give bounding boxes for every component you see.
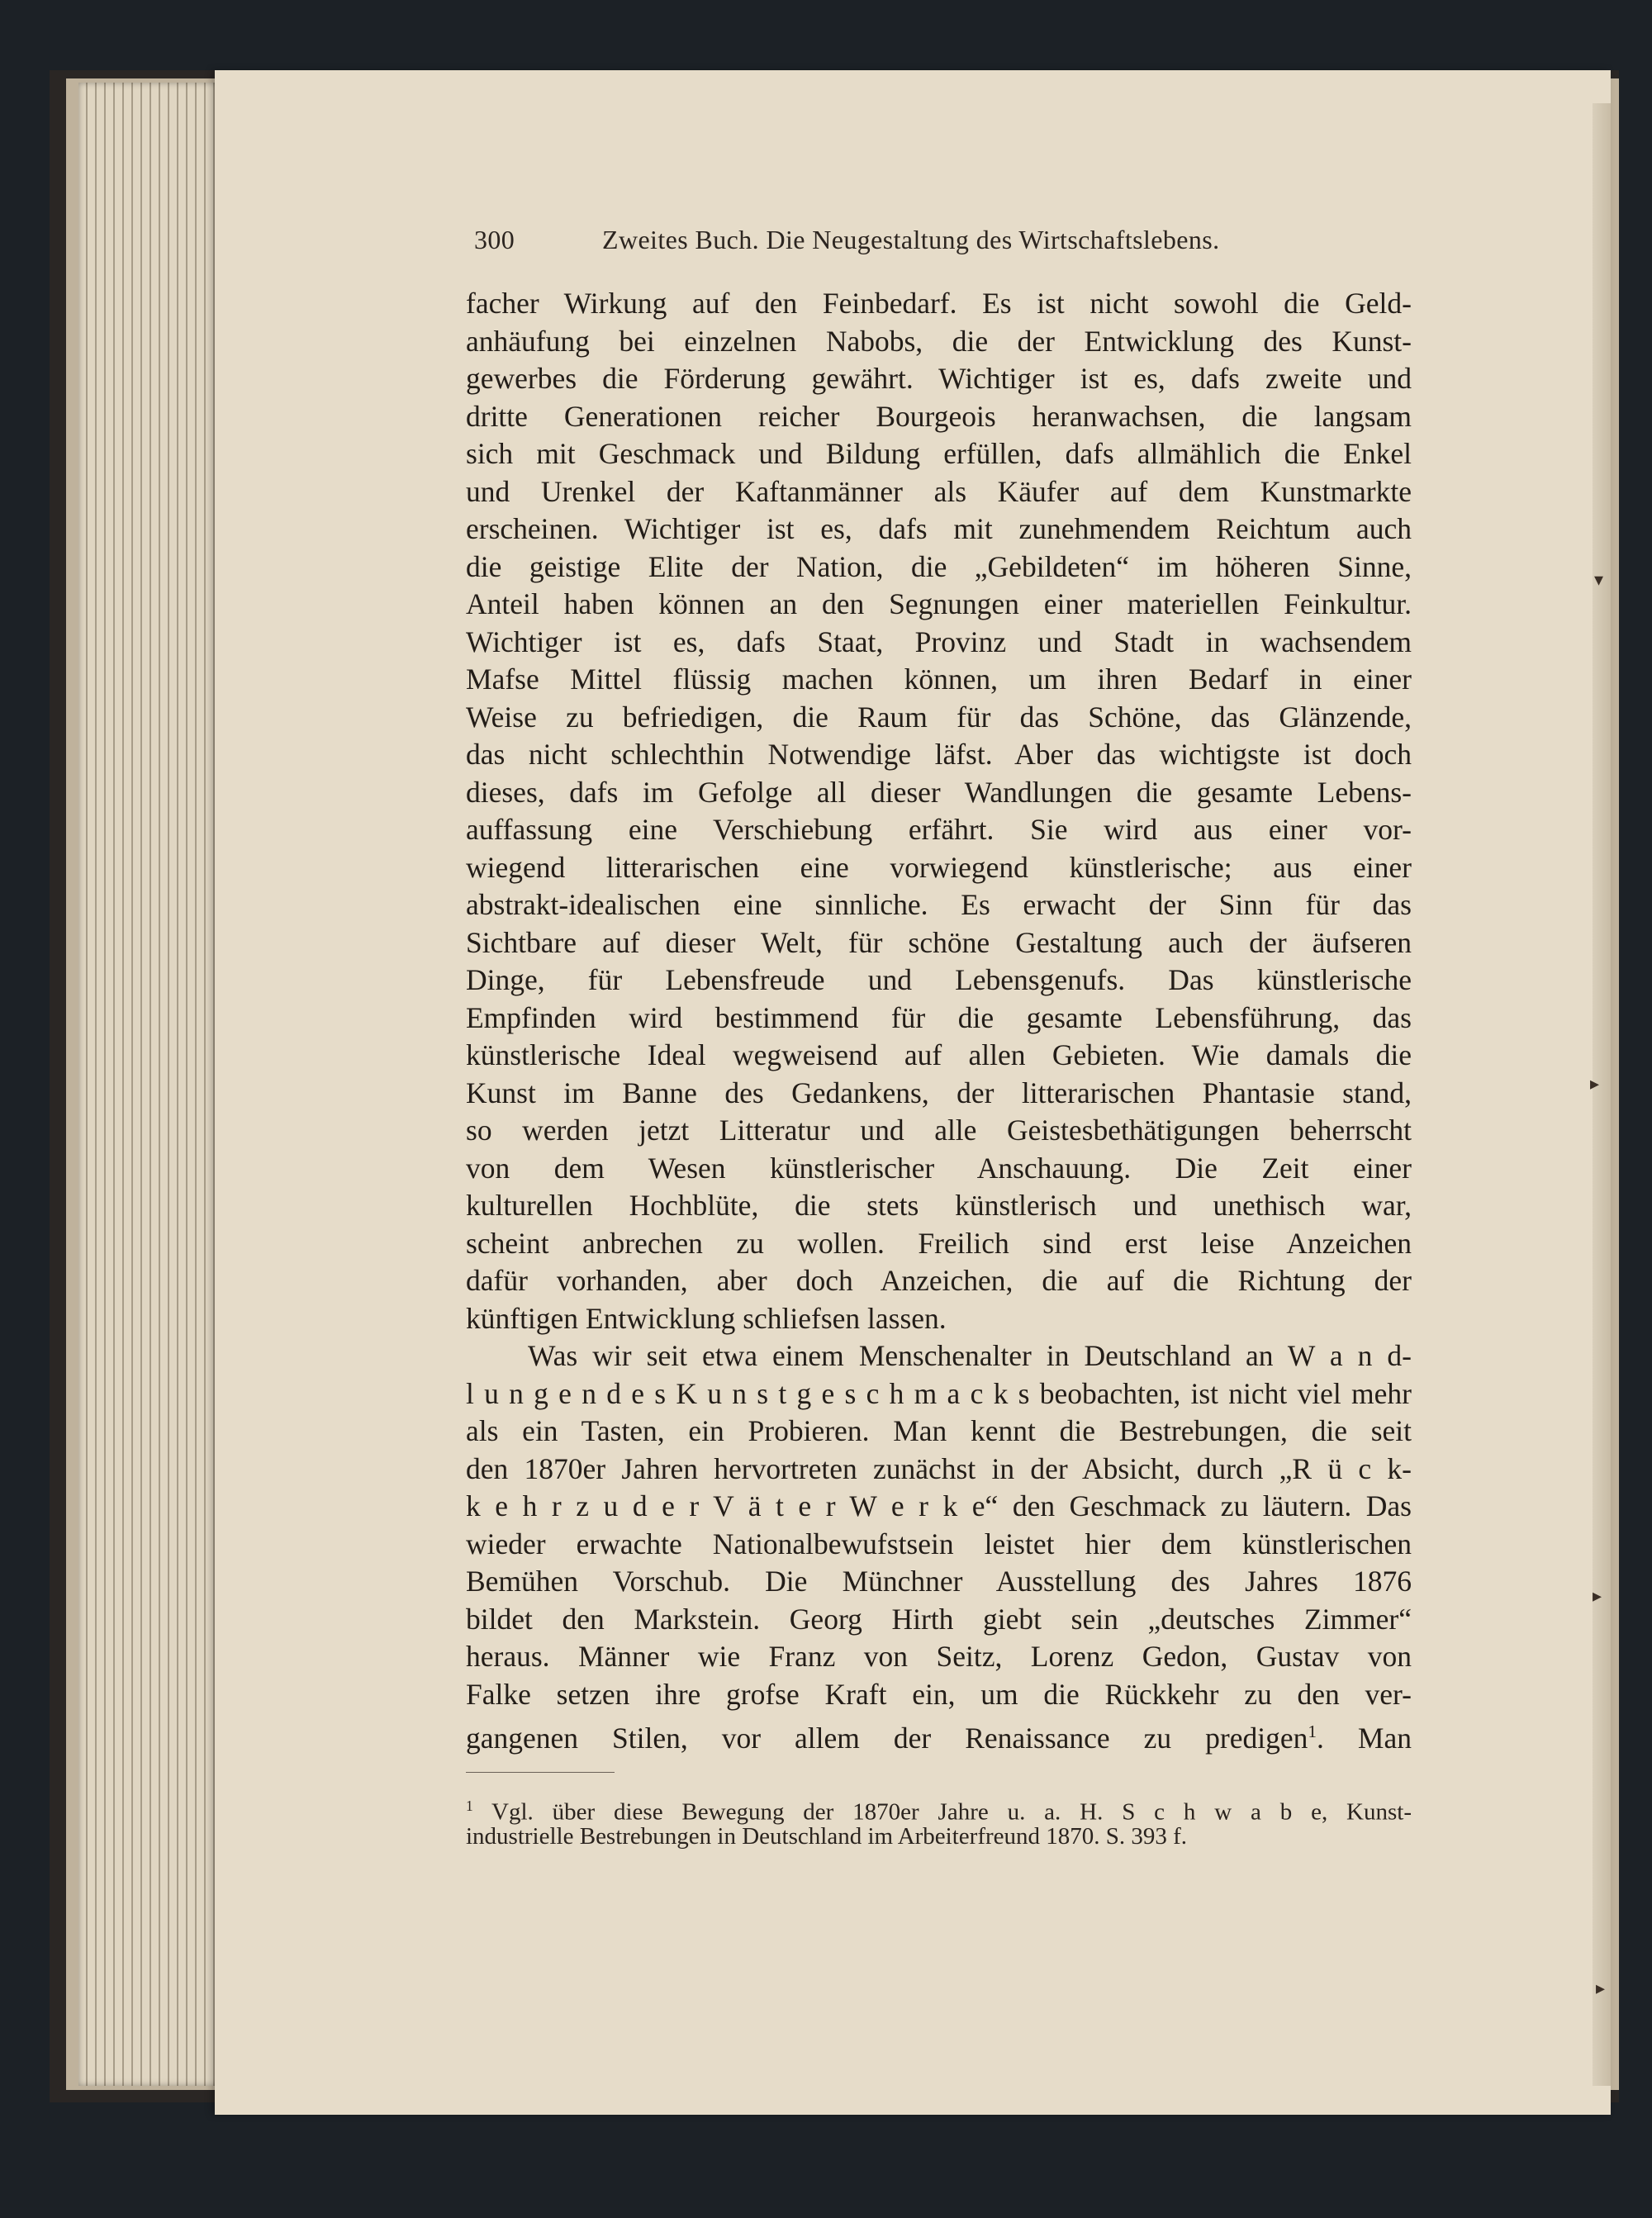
text-line: Dinge, für Lebensfreude und Lebensgenufs. Das künstlerische [466,963,1412,996]
margin-mark: ▾ [1594,570,1604,591]
text-line: wiegend litterarischen eine vorwiegend künstlerische; aus einer [466,850,1412,884]
text-line: Wichtiger ist es, dafs Staat, Provinz und Stadt in wachsendem [466,625,1412,658]
text-line: das nicht schlechthin Notwendige läfst. Aber das wichtigste ist doch [466,738,1412,771]
text-line: Kunst im Banne des Gedankens, der litterarischen Phantasie stand, [466,1076,1412,1109]
text-line: auffassung eine Verschiebung erfährt. Sie wird aus einer vor- [466,813,1412,846]
text-line: dieses, dafs im Gefolge all dieser Wandlungen die gesamte Lebens- [466,775,1412,809]
line-tail: . Man [1317,1721,1412,1755]
footnote-separator [466,1772,615,1773]
text-line: bildet den Markstein. Georg Hirth giebt sein „deutsches Zimmer“ [466,1602,1412,1636]
text-line: dafür vorhanden, aber doch Anzeichen, die auf die Richtung der [466,1264,1412,1297]
footnote-line: industrielle Bestrebungen in Deutschland im Arbeiterfreund 1870. S. 393 f. [466,1823,1188,1850]
margin-mark: ▸ [1593,1586,1602,1607]
text-line: k e h r z u d e r V ä t e r W e r k e“ den Geschmack zu läutern. Das [466,1489,1412,1522]
running-title: Zweites Buch. Die Neugestaltung des Wirtschaftslebens. [602,225,1220,254]
text-line: Weise zu befriedigen, die Raum für das Schöne, das Glänzende, [466,700,1412,734]
text-line: Falke setzen ihre grofse Kraft ein, um die Rückkehr zu den ver- [466,1677,1412,1711]
text-line: und Urenkel der Kaftanmänner als Käufer auf dem Kunstmarkte [466,474,1412,508]
text-line: gewerbes die Förderung gewährt. Wichtiger ist es, dafs zweite und [466,362,1412,395]
margin-mark: ▸ [1596,1978,1606,1999]
text-line: Bemühen Vorschub. Die Münchner Ausstellung des Jahres 1876 [466,1565,1412,1598]
paragraph-start-line: Was wir seit etwa einem Menschenalter in Deutschland an W a n d- [528,1339,1412,1372]
footnote-text: Vgl. über diese Bewegung der 1870er Jahre u. a. H. S c h w a b e, Kunst- [472,1798,1412,1826]
text-line: anhäufung bei einzelnen Nabobs, die der Entwicklung des Kunst- [466,324,1412,358]
text-line-with-footnote-ref [466,1713,1412,1755]
text-line: erscheinen. Wichtiger ist es, dafs mit zunehmendem Reichtum auch [466,512,1412,545]
text-line: wieder erwachte Nationalbewufstsein leistet hier dem künstlerischen [466,1527,1412,1560]
page-number: 300 [474,225,515,254]
text-line: Mafse Mittel flüssig machen können, um ihren Bedarf in einer [466,663,1412,696]
text-line: Sichtbare auf dieser Welt, für schöne Gestaltung auch der äufseren [466,925,1412,959]
running-head [474,225,1391,266]
text-line: von dem Wesen künstlerischer Anschauung. Die Zeit einer [466,1151,1412,1185]
footnote [466,1791,1412,1852]
text-line: als ein Tasten, ein Probieren. Man kennt die Bestrebungen, die seit [466,1414,1412,1447]
text-line: dritte Generationen reicher Bourgeois heranwachsen, die langsam [466,399,1412,433]
text-line: kulturellen Hochblüte, die stets künstlerisch und unethisch war, [466,1189,1412,1222]
footnote-reference: 1 [1308,1722,1317,1741]
page-edges [78,83,227,2086]
text-line: facher Wirkung auf den Feinbedarf. Es ist nicht sowohl die Geld- [466,287,1412,320]
margin-mark: ▸ [1590,1074,1600,1095]
paragraph-end-line: künftigen Entwicklung schliefsen lassen. [466,1301,947,1335]
text-line: heraus. Männer wie Franz von Seitz, Lorenz Gedon, Gustav von [466,1640,1412,1673]
footnote-line [466,1791,1412,1826]
text-line: scheint anbrechen zu wollen. Freilich sind erst leise Anzeichen [466,1226,1412,1260]
text-line: die geistige Elite der Nation, die „Gebildeten“ im höheren Sinne, [466,549,1412,583]
text-line: l u n g e n d e s K u n s t g e s c h m a c k s beobachten, ist nicht viel mehr [466,1376,1412,1410]
text-line: künstlerische Ideal wegweisend auf allen Gebieten. Wie damals die [466,1038,1412,1071]
line-text: gangenen Stilen, vor allem der Renaissance zu predigen [466,1721,1308,1755]
body-text [466,285,1412,1755]
text-line: Empfinden wird bestimmend für die gesamte Lebensführung, das [466,1000,1412,1034]
text-line: sich mit Geschmack und Bildung erfüllen, dafs allmählich die Enkel [466,437,1412,470]
text-line: abstrakt-idealischen eine sinnliche. Es erwacht der Sinn für das [466,888,1412,921]
text-line: den 1870er Jahren hervortreten zunächst in der Absicht, durch „R ü c k- [466,1451,1412,1485]
footnote-number: 1 [466,1798,473,1814]
text-line: Anteil haben können an den Segnungen einer materiellen Feinkultur. [466,587,1412,620]
page-right-edge [1593,103,1611,2086]
text-line: so werden jetzt Litteratur und alle Geistesbethätigungen beherrscht [466,1114,1412,1147]
